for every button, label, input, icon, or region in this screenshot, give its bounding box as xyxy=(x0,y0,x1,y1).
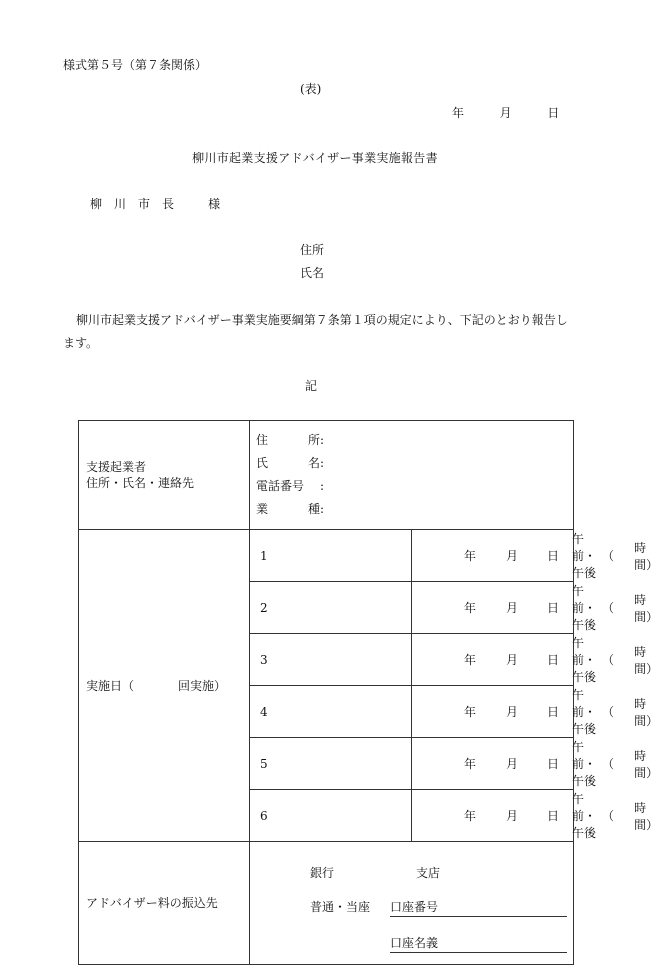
report-body-text: 柳川市起業支援アドバイザー事業実施要綱第７条第１項の規定により、下記のとおり報告します。 xyxy=(63,313,568,350)
dates-label-cell xyxy=(79,530,250,842)
client-label-cell xyxy=(79,421,250,530)
form-reference: 様式第５号（第７条関係） xyxy=(63,58,208,72)
hours-label: 時間） xyxy=(634,748,658,780)
hours-label: 時間） xyxy=(634,592,658,624)
date-row-1 xyxy=(79,530,574,582)
addressee xyxy=(90,195,220,212)
hours-label: 時間） xyxy=(634,696,658,728)
am-pm-label: 午前・午後 xyxy=(572,792,597,840)
date-row-number: 3 xyxy=(250,634,412,686)
account-holder-field[interactable]: 口座名義 xyxy=(390,934,567,953)
year-label: 年 xyxy=(464,705,477,719)
addressee-char-4: 長 xyxy=(162,197,175,211)
month-label: 月 xyxy=(506,601,519,615)
applicant-name-label: 氏名 xyxy=(300,266,325,280)
branch-name-label: 支店 xyxy=(416,866,441,880)
hours-label: 時間） xyxy=(634,540,658,572)
open-paren: （ xyxy=(602,757,615,771)
year-label: 年 xyxy=(464,653,477,667)
account-number-field[interactable]: 口座番号 xyxy=(390,898,567,917)
day-label: 日 xyxy=(547,601,560,615)
field-char-a: 氏 xyxy=(256,456,269,470)
open-paren: （ xyxy=(602,809,615,823)
am-pm-label: 午前・午後 xyxy=(572,688,597,736)
front-side-label: (表) xyxy=(300,82,322,96)
date-row-number: 6 xyxy=(250,790,412,842)
account-type-label: 普通・当座 xyxy=(310,900,371,914)
date-row-number: 2 xyxy=(250,582,412,634)
date-row-fields[interactable] xyxy=(412,738,658,790)
open-paren: （ xyxy=(602,705,615,719)
date-row-fields[interactable] xyxy=(412,790,658,842)
am-pm-label: 午前・午後 xyxy=(572,532,597,580)
client-info-cell[interactable] xyxy=(250,421,574,530)
bank-label-cell: アドバイザー料の振込先 xyxy=(79,842,250,965)
ki-heading: 記 xyxy=(305,379,318,393)
addressee-char-2: 川 xyxy=(114,197,127,211)
addressee-char-1: 柳 xyxy=(90,197,103,211)
field-char-a: 住 xyxy=(256,433,269,447)
field-char-b: 所 xyxy=(307,433,320,447)
date-month-label: 月 xyxy=(499,106,512,120)
am-pm-label: 午前・午後 xyxy=(572,584,597,632)
report-date xyxy=(452,104,559,121)
addressee-char-3: 市 xyxy=(138,197,151,211)
date-row-fields[interactable] xyxy=(412,582,658,634)
field-char-a: 業 xyxy=(256,502,269,516)
day-label: 日 xyxy=(547,549,560,563)
am-pm-label: 午前・午後 xyxy=(572,740,597,788)
month-label: 月 xyxy=(506,705,519,719)
field-char-a: 電話番号 xyxy=(256,479,305,493)
dates-label-prefix: 実施日（ xyxy=(86,678,135,693)
day-label: 日 xyxy=(547,809,560,823)
report-table xyxy=(78,420,658,965)
client-row xyxy=(79,421,574,530)
field-colon: : xyxy=(320,456,325,470)
date-row-number: 1 xyxy=(250,530,412,582)
client-industry-field[interactable] xyxy=(256,498,573,521)
applicant-address-label: 住所 xyxy=(300,243,325,257)
open-paren: （ xyxy=(602,653,615,667)
date-row-fields[interactable] xyxy=(412,530,658,582)
year-label: 年 xyxy=(464,757,477,771)
day-label: 日 xyxy=(547,705,560,719)
field-char-b: 名 xyxy=(307,456,320,470)
am-pm-label: 午前・午後 xyxy=(572,636,597,684)
client-label-line1: 支援起業者 xyxy=(86,460,147,474)
year-label: 年 xyxy=(464,809,477,823)
open-paren: （ xyxy=(602,601,615,615)
date-row-number: 4 xyxy=(250,686,412,738)
client-name-field[interactable] xyxy=(256,452,573,475)
client-address-field[interactable] xyxy=(256,429,573,452)
hours-label: 時間） xyxy=(634,644,658,676)
hours-label: 時間） xyxy=(634,800,658,832)
field-char-b: 種 xyxy=(307,502,320,516)
year-label: 年 xyxy=(464,601,477,615)
month-label: 月 xyxy=(506,757,519,771)
year-label: 年 xyxy=(464,549,477,563)
field-colon: : xyxy=(320,502,325,516)
client-phone-field[interactable] xyxy=(256,475,573,498)
client-label-line2: 住所・氏名・連絡先 xyxy=(86,476,195,490)
day-label: 日 xyxy=(547,757,560,771)
field-colon: : xyxy=(320,433,325,447)
bank-name-label: 銀行 xyxy=(310,866,335,880)
date-day-label: 日 xyxy=(547,106,560,120)
date-year-label: 年 xyxy=(452,106,465,120)
bank-info-cell[interactable] xyxy=(250,842,574,965)
bank-row xyxy=(79,842,574,965)
month-label: 月 xyxy=(506,809,519,823)
date-row-fields[interactable] xyxy=(412,634,658,686)
addressee-honorific: 様 xyxy=(208,197,221,211)
date-row-number: 5 xyxy=(250,738,412,790)
dates-label-suffix: 回実施） xyxy=(178,678,227,693)
month-label: 月 xyxy=(506,549,519,563)
date-row-fields[interactable] xyxy=(412,686,658,738)
day-label: 日 xyxy=(547,653,560,667)
field-colon: : xyxy=(320,479,325,493)
document-title: 柳川市起業支援アドバイザー事業実施報告書 xyxy=(192,151,438,165)
open-paren: （ xyxy=(602,549,615,563)
month-label: 月 xyxy=(506,653,519,667)
